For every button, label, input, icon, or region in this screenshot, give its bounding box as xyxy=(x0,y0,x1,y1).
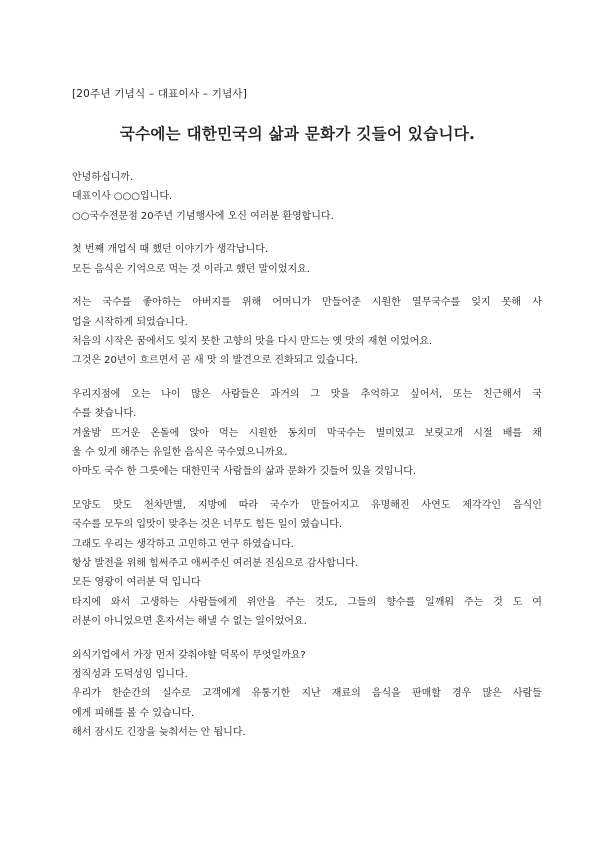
text-line: 외식기업에서 가장 먼저 갖춰야할 덕목이 무엇일까요? xyxy=(72,649,306,661)
paragraph xyxy=(72,646,542,742)
text-line: 모든 영광이 여러분 덕 입니다 xyxy=(72,577,201,589)
text-line: 안녕하십니까. xyxy=(72,172,134,183)
text-line: 에게 피해를 볼 수 있습니다. xyxy=(72,707,195,719)
text-line: 겨울밤 뜨거운 온돌에 앉아 먹는 시원한 동치미 막국수는 별미였고 보릿고개 시절 배를 채 xyxy=(72,427,542,439)
document-title: 국수에는 대한민국의 삶과 문화가 깃들어 있습니다. xyxy=(119,125,476,143)
text-line: 러분이 아니었으면 혼자서는 해낼 수 없는 일이었어요. xyxy=(72,615,307,627)
paragraph xyxy=(72,385,542,481)
text-line: 그래도 우리는 생각하고 고민하고 연구 하였습니다. xyxy=(72,538,294,550)
text-line: 항상 발전을 위해 힘써주고 애써주신 여러분 진심으로 감사합니다. xyxy=(72,558,359,570)
text-line: 우리지점에 오는 나이 많은 사람들은 과거의 그 맛을 추억하고 싶어서, 또는 친근해서 국 xyxy=(72,389,542,401)
text-line: 수를 찾습니다. xyxy=(72,408,137,420)
text-line: 업을 시작하게 되었습니다. xyxy=(72,316,188,328)
paragraph xyxy=(72,496,542,631)
text-line: 우리가 한순간의 실수로 고객에게 유통기한 지난 재료의 음식을 판매할 경우 많은 사람들 xyxy=(72,688,542,700)
paragraph xyxy=(72,240,542,279)
text-line: 아마도 국수 한 그릇에는 대한민국 사람들의 삶과 문화가 깃들어 있을 것입니다. xyxy=(72,466,417,478)
text-line: 대표이사 ○○○입니다. xyxy=(72,191,173,203)
paragraph xyxy=(72,293,542,370)
text-line: 울 수 있게 해주는 유일한 음식은 국수였으니까요. xyxy=(72,447,288,459)
text-line: ○○국수전문점 20주년 기념행사에 오신 여러분 환영합니다. xyxy=(72,210,334,222)
text-line: 모양도 맛도 천차만별, 지방에 따라 국수가 만들어지고 유명해진 사연도 제각각인 음식인 xyxy=(72,500,542,512)
document-body xyxy=(72,168,542,757)
text-line: 첫 번째 개업식 때 했던 이야기가 생각납니다. xyxy=(72,244,269,256)
text-line: 타지에 와서 고생하는 사람들에게 위안을 주는 것도, 그들의 향수를 일깨워 주는 것 도 여 xyxy=(72,596,542,608)
text-line: 해서 잠시도 긴장을 늦춰서는 안 됩니다. xyxy=(72,726,246,738)
text-line: 처음의 시작은 꿈에서도 잊지 못한 고향의 맛을 다시 만드는 옛 맛의 재현 이었어요. xyxy=(72,336,433,348)
text-line: 정직성과 도덕성임 입니다. xyxy=(72,669,188,681)
paragraph xyxy=(72,168,542,226)
text-line: 모든 음식은 기억으로 먹는 것 이라고 했던 말이었지요. xyxy=(72,263,310,275)
text-line: 그것은 20년이 흐르면서 곧 새 맛 의 발견으로 진화되고 있습니다. xyxy=(72,355,359,367)
text-line: 저는 국수를 좋아하는 아버지를 위해 어머니가 만들어준 시원한 열무국수를 잊지 못해 사 xyxy=(72,297,542,309)
document-header: [20주년 기념식 – 대표이사 – 기념사] xyxy=(72,88,248,100)
text-line: 국수를 모두의 입맛이 맞추는 것은 너무도 힘든 일이 였습니다. xyxy=(72,519,343,531)
